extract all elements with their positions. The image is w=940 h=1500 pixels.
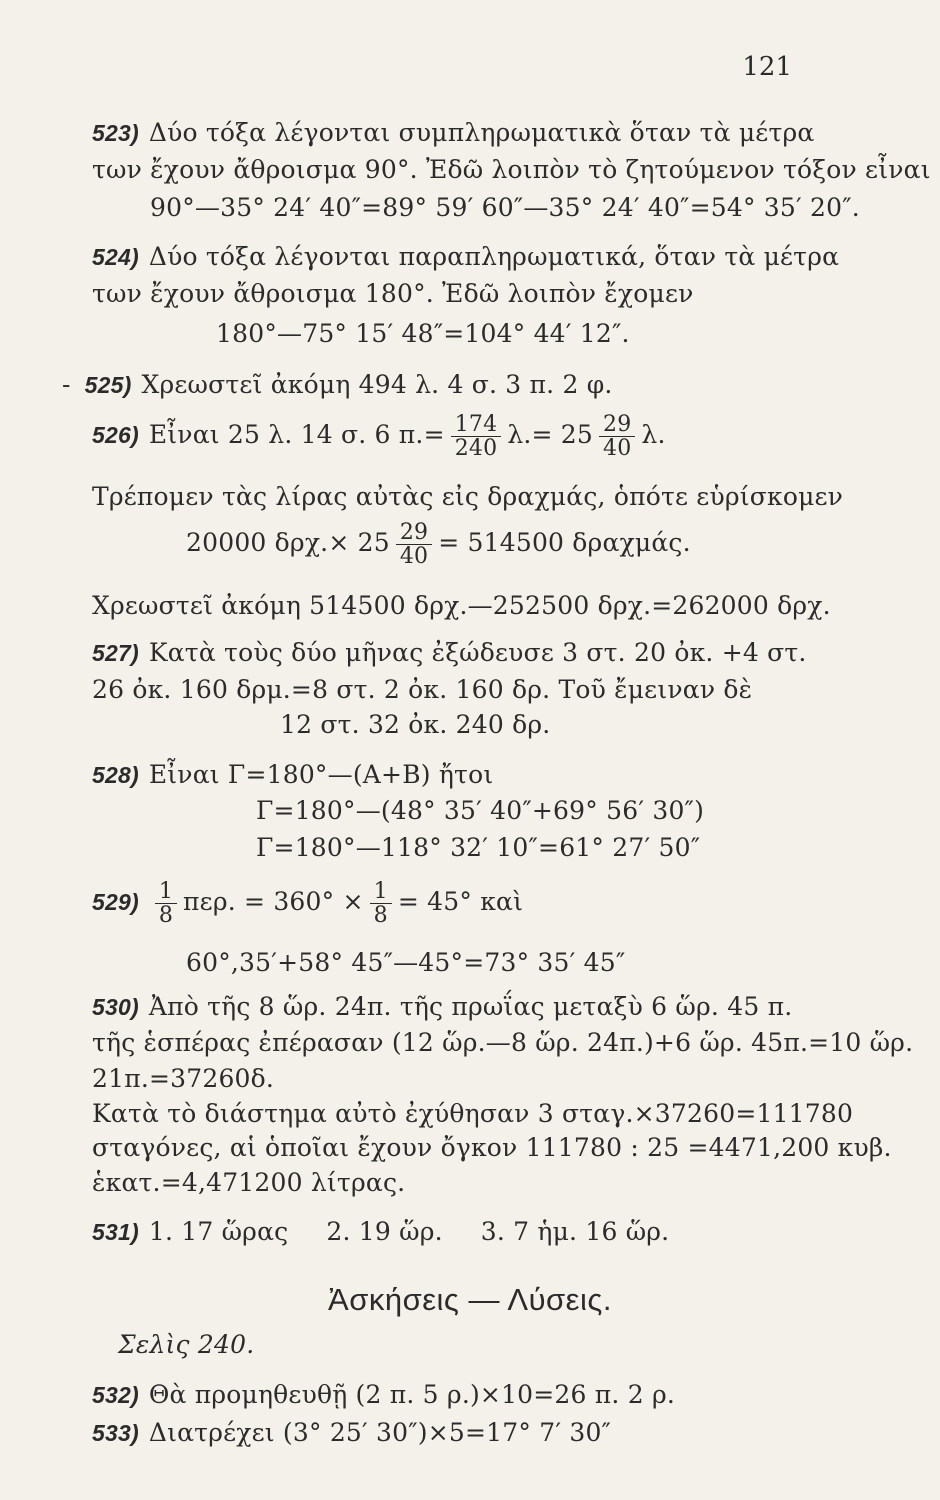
text-line: 26 ὀκ. 160 δρμ.=8 στ. 2 ὀκ. 160 δρ. Τοῦ ἔμειναν δὲ xyxy=(92,675,753,704)
denominator: 40 xyxy=(603,436,632,462)
problem-524 xyxy=(92,242,839,271)
text-line: των ἔχουν ἄθροισμα 90°. Ἐδῶ λοιπὸν τὸ ζητούμενον τόξον εἶναι xyxy=(92,155,931,184)
text-line: Χρεωστεῖ ἀκόμη 514500 δρχ.—252500 δρχ.=262000 δρχ. xyxy=(92,591,831,620)
text-span: λ.= 25 xyxy=(507,420,594,450)
text-line: Κατὰ τοὺς δύο μῆνας ἐξώδευσε 3 στ. 20 ὀκ. +4 στ. xyxy=(148,638,807,667)
problem-532 xyxy=(92,1380,675,1409)
problem-531 xyxy=(92,1217,669,1246)
text-line: Θὰ προμηθευθῇ (2 π. 5 ρ.)×10=26 π. 2 ρ. xyxy=(148,1380,676,1409)
text-span: Εἶναι 25 λ. 14 σ. 6 π.= xyxy=(148,420,445,450)
answer-1: 1. 17 ὥρας xyxy=(148,1217,289,1246)
problem-529 xyxy=(92,880,523,927)
problem-528 xyxy=(92,760,493,789)
equation-line: 90°—35° 24′ 40″=89° 59′ 60″—35° 24′ 40″=54° 35′ 20″. xyxy=(150,193,860,222)
text-line: Χρεωστεῖ ἀκόμη 494 λ. 4 σ. 3 π. 2 φ. xyxy=(141,370,613,399)
problem-number: 530) xyxy=(92,994,139,1020)
text-span: = 45° καὶ xyxy=(397,887,524,917)
numerator: 1 xyxy=(370,880,392,904)
section-reference: Σελὶς 240. xyxy=(118,1330,255,1359)
problem-number: 525) xyxy=(84,372,132,398)
margin-mark: - xyxy=(62,370,71,399)
section-heading: Ἀσκήσεις — Λύσεις. xyxy=(328,1282,612,1317)
answer-3: 3. 7 ἡμ. 16 ὥρ. xyxy=(480,1217,670,1246)
denominator: 8 xyxy=(158,903,174,929)
problem-number: 527) xyxy=(92,640,139,666)
numerator: 1 xyxy=(155,880,177,904)
problem-number: 528) xyxy=(92,762,139,788)
equation-line xyxy=(186,521,691,568)
fraction xyxy=(155,880,177,927)
problem-533 xyxy=(92,1418,611,1447)
problem-number: 532) xyxy=(92,1382,139,1408)
text-span: λ. xyxy=(641,420,666,450)
problem-525 xyxy=(62,370,613,399)
fraction xyxy=(599,413,635,460)
text-line: ἑκατ.=4,471200 λίτρας. xyxy=(92,1168,406,1197)
problem-526 xyxy=(92,413,666,460)
text-line: τῆς ἑσπέρας ἐπέρασαν (12 ὥρ.—8 ὥρ. 24π.)+6 ὥρ. 45π.=10 ὥρ. xyxy=(92,1028,914,1057)
text-line: Διατρέχει (3° 25′ 30″)×5=17° 7′ 30″ xyxy=(148,1418,612,1447)
fraction xyxy=(451,413,502,460)
text-line: Εἶναι Γ=180°—(Α+Β) ἤτοι xyxy=(148,760,494,789)
text-line: των ἔχουν ἄθροισμα 180°. Ἐδῶ λοιπὸν ἔχομεν xyxy=(92,279,694,308)
equation-line: 180°—75° 15′ 48″=104° 44′ 12″. xyxy=(216,319,630,348)
problem-number: 533) xyxy=(92,1420,139,1446)
fraction xyxy=(396,521,432,568)
problem-523 xyxy=(92,118,814,147)
text-line: Τρέπομεν τὰς λίρας αὐτὰς εἰς δραχμάς, ὁπότε εὑρίσκομεν xyxy=(92,482,844,511)
equation-line: Γ=180°—(48° 35′ 40″+69° 56′ 30″) xyxy=(256,796,705,825)
text-line: Δύο τόξα λέγονται συμπληρωματικὰ ὅταν τὰ μέτρα xyxy=(148,118,815,147)
problem-number: 526) xyxy=(92,422,139,449)
answer-2: 2. 19 ὥρ. xyxy=(326,1217,443,1246)
problem-number: 529) xyxy=(92,889,139,916)
equation-line: 60°,35′+58° 45″—45°=73° 35′ 45″ xyxy=(186,948,626,977)
denominator: 40 xyxy=(399,544,429,570)
problem-number: 531) xyxy=(92,1219,139,1245)
numerator: 29 xyxy=(599,413,635,437)
text-line: 21π.=37260δ. xyxy=(92,1064,275,1093)
page-number: 121 xyxy=(742,52,792,82)
text-span: 20000 δρχ.× 25 xyxy=(186,528,390,558)
text-line: Ἀπὸ τῆς 8 ὥρ. 24π. τῆς πρωΐας μεταξὺ 6 ὥρ. 45 π. xyxy=(148,992,793,1021)
denominator: 8 xyxy=(373,903,388,929)
text-span: περ. = 360° × xyxy=(183,887,364,917)
text-line: Δύο τόξα λέγονται παραπληρωματικά, ὅταν τὰ μέτρα xyxy=(148,242,840,271)
fraction xyxy=(370,880,392,927)
numerator: 29 xyxy=(396,521,432,545)
text-span: = 514500 δραχμάς. xyxy=(438,528,691,558)
numerator: 174 xyxy=(451,413,502,437)
text-line: 12 στ. 32 ὀκ. 240 δρ. xyxy=(280,710,551,739)
problem-530 xyxy=(92,992,792,1021)
equation-line: Γ=180°—118° 32′ 10″=61° 27′ 50″ xyxy=(256,833,701,862)
problem-number: 523) xyxy=(92,120,139,146)
problem-527 xyxy=(92,638,807,667)
denominator: 240 xyxy=(454,436,498,462)
text-line: Κατὰ τὸ διάστημα αὐτὸ ἐχύθησαν 3 σταγ.×37260=111780 xyxy=(92,1099,854,1128)
text-line: σταγόνες, αἱ ὁποῖαι ἔχουν ὄγκον 111780 : 25 =4471,200 κυβ. xyxy=(92,1133,892,1162)
problem-number: 524) xyxy=(92,244,139,270)
